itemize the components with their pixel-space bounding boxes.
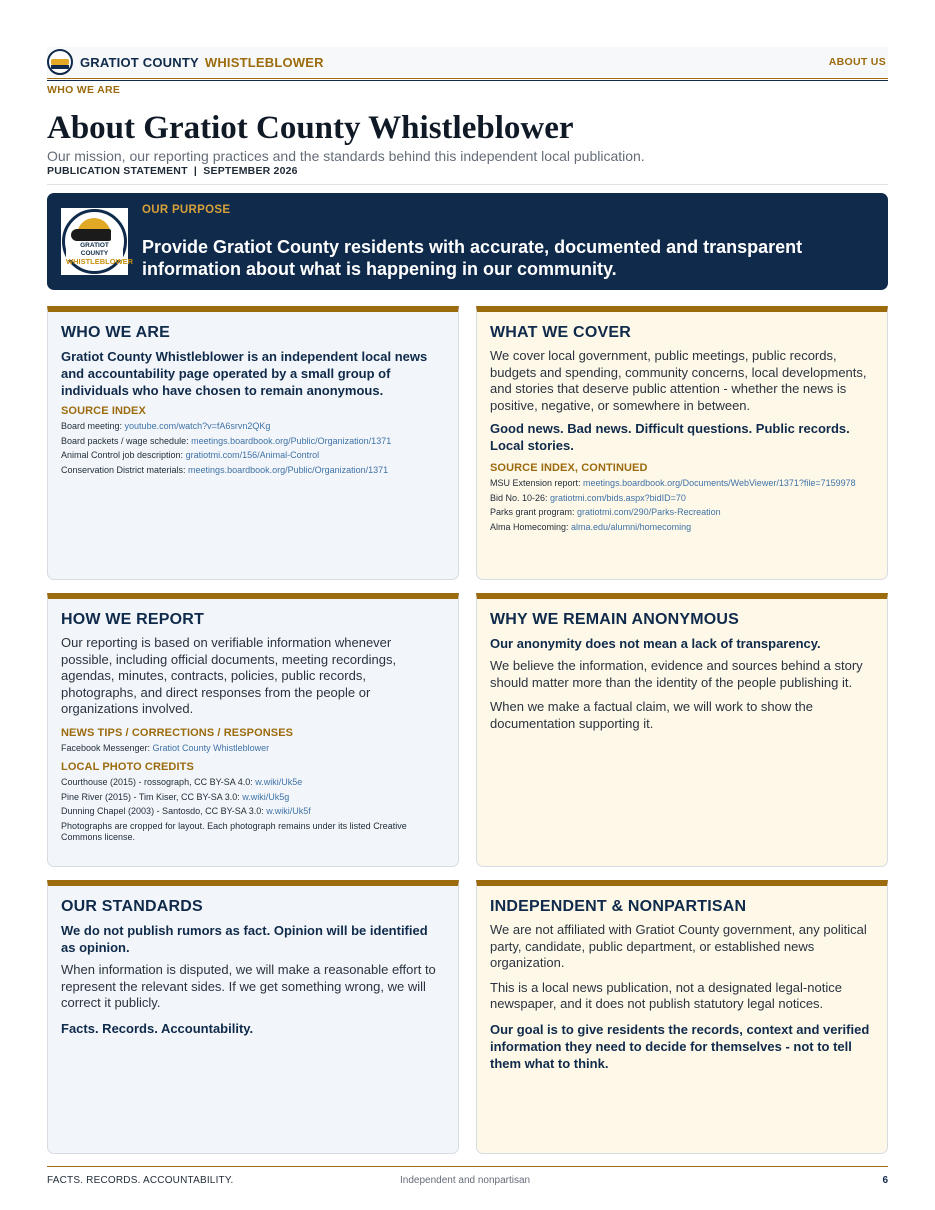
card-heading: INDEPENDENT & NONPARTISAN: [490, 898, 747, 915]
source-label: MSU Extension report:: [490, 478, 584, 488]
source-link[interactable]: youtube.com/watch?v=fA6srvn2QKg: [124, 421, 271, 431]
source-link[interactable]: gratiotmi.com/bids.aspx?bidID=70: [550, 492, 686, 503]
credit-link[interactable]: w.wiki/Uk5g: [242, 791, 290, 802]
source-link[interactable]: gratiotmi.com/156/Animal-Control: [185, 450, 320, 460]
source-line: [61, 419, 445, 434]
source-label: Animal Control job description:: [61, 450, 186, 460]
footer-tagline: Independent and nonpartisan: [400, 1175, 531, 1186]
whistleblower-logo: [61, 208, 134, 275]
page-title: About Gratiot County Whistleblower: [47, 110, 574, 146]
card-what-we-cover: [476, 306, 888, 580]
source-label: Conservation District materials:: [61, 464, 189, 475]
card-why-anonymous: [476, 593, 888, 867]
credit-label: Dunning Chapel (2003) - Santosdo, CC BY-SA 3.0:: [61, 806, 267, 816]
page-subtitle: Our mission, our reporting practices and the standards behind this independent local publication.: [47, 148, 645, 164]
nav-about-us-link[interactable]: ABOUT US: [828, 56, 886, 68]
card-paragraph: We are not affiliated with Gratiot County government, any political party, candidate, public department, or established news organization.: [490, 922, 867, 970]
source-link[interactable]: gratiotmi.com/290/Parks-Recreation: [577, 507, 721, 517]
page-number: 6: [882, 1175, 888, 1186]
card-our-standards: [47, 880, 459, 1154]
card-emphasis: Good news. Bad news. Difficult questions. Public records. Local stories.: [490, 421, 850, 453]
source-line: [61, 434, 445, 449]
card-how-we-report: [47, 593, 459, 867]
source-line: [490, 505, 874, 520]
credits-note: Photographs are cropped for layout. Each photograph remains under its listed Creative Commons license.: [61, 820, 407, 842]
card-who-we-are: [47, 306, 459, 580]
card-independent: [476, 880, 888, 1154]
credit-link[interactable]: w.wiki/Uk5e: [255, 777, 303, 787]
site-header: [47, 47, 888, 77]
source-link[interactable]: meetings.boardbook.org/Public/Organization/1371: [188, 464, 389, 475]
tips-line: [61, 741, 445, 756]
footer-motto: FACTS. RECORDS. ACCOUNTABILITY.: [47, 1175, 234, 1186]
source-line: [490, 491, 874, 506]
source-label: Alma Homecoming:: [490, 521, 572, 532]
card-goal: Our goal is to give residents the records, context and verified information they need to decide for themselves - not to tell them what to think.: [490, 1021, 870, 1071]
credit-label: Pine River (2015) - Tim Kiser, CC BY-SA 3.0:: [61, 791, 243, 802]
brand-name-part2: WHISTLEBLOWER: [204, 54, 324, 70]
card-paragraph: When we make a factual claim, we will work to show the documentation supporting it.: [490, 699, 813, 731]
source-label: Board meeting:: [61, 421, 125, 431]
footer-rule: [47, 1166, 888, 1167]
card-heading: HOW WE REPORT: [61, 611, 205, 628]
header-rule-navy: [47, 80, 888, 81]
purpose-label: OUR PURPOSE: [142, 204, 231, 216]
credit-line: [61, 790, 445, 805]
source-index-heading: SOURCE INDEX, CONTINUED: [490, 462, 648, 474]
source-label: Parks grant program:: [490, 507, 578, 517]
section-eyebrow: WHO WE ARE: [47, 84, 121, 96]
card-motto: Facts. Records. Accountability.: [61, 1020, 254, 1036]
tips-label: Facebook Messenger:: [61, 742, 153, 753]
source-index-heading: SOURCE INDEX: [61, 405, 146, 417]
tips-heading: NEWS TIPS / CORRECTIONS / RESPONSES: [61, 726, 294, 739]
source-line: [490, 520, 874, 535]
card-paragraph: We cover local government, public meetings, public records, budgets and spending, community concerns, local developments, and stories that deserve public attention - whether the news is positive, negative, or somewhere in between.: [490, 348, 867, 413]
logo-text-line2: WHISTLEBLOWER: [66, 257, 134, 266]
source-link[interactable]: meetings.boardbook.org/Public/Organization/1371: [191, 435, 392, 446]
card-lead: Our anonymity does not mean a lack of transparency.: [490, 636, 821, 651]
site-brand[interactable]: [80, 55, 324, 70]
publication-statement: PUBLICATION STATEMENT | SEPTEMBER 2026: [47, 165, 298, 177]
card-paragraph: Our reporting is based on verifiable information whenever possible, including official documents, meeting recordings, agendas, minutes, contracts, policies, public records, photographs, and direct responses from the people or organizations involved.: [61, 635, 397, 716]
megaphone-icon: [71, 229, 111, 241]
source-line: [61, 463, 445, 478]
card-heading: WHY WE REMAIN ANONYMOUS: [490, 611, 740, 628]
source-link[interactable]: alma.edu/alumni/homecoming: [571, 521, 692, 532]
source-line: [61, 448, 445, 463]
source-label: Bid No. 10-26:: [490, 492, 551, 503]
card-heading: OUR STANDARDS: [61, 898, 203, 915]
credit-label: Courthouse (2015) - rossograph, CC BY-SA 4.0:: [61, 777, 256, 787]
card-heading: WHO WE ARE: [61, 324, 170, 341]
card-paragraph: This is a local news publication, not a designated legal-notice newspaper, and it does not publish statutory legal notices.: [490, 979, 842, 1011]
credit-line: [61, 775, 445, 790]
purpose-text: Provide Gratiot County residents with accurate, documented and transparent information about what is happening in our community.: [142, 237, 803, 279]
card-lead: Gratiot County Whistleblower is an independent local news and accountability page operated by a small group of individuals who have chosen to remain anonymous.: [61, 349, 428, 398]
brand-name-part1: GRATIOT COUNTY: [80, 54, 199, 70]
divider: [47, 184, 888, 185]
messenger-link[interactable]: Gratiot County Whistleblower: [152, 742, 270, 753]
source-link[interactable]: meetings.boardbook.org/Documents/WebViewer/1371?file=7159978: [583, 478, 856, 488]
purpose-banner: [47, 193, 888, 290]
logo-text-line1: GRATIOT COUNTY: [80, 242, 109, 257]
photo-credits-heading: LOCAL PHOTO CREDITS: [61, 761, 194, 773]
source-label: Board packets / wage schedule:: [61, 435, 192, 446]
credit-line: [61, 804, 445, 819]
header-rule-gold: [47, 78, 888, 79]
card-heading: WHAT WE COVER: [490, 324, 631, 341]
credit-link[interactable]: w.wiki/Uk5f: [266, 806, 311, 816]
card-lead: We do not publish rumors as fact. Opinion will be identified as opinion.: [61, 923, 428, 955]
county-seal-icon[interactable]: [47, 49, 73, 75]
card-paragraph: We believe the information, evidence and sources behind a story should matter more than the identity of the people publishing it.: [490, 658, 863, 690]
card-paragraph: When information is disputed, we will make a reasonable effort to represent the relevant sides. If we get something wrong, we will correct it publicly.: [61, 962, 436, 1010]
source-line: [490, 476, 874, 491]
